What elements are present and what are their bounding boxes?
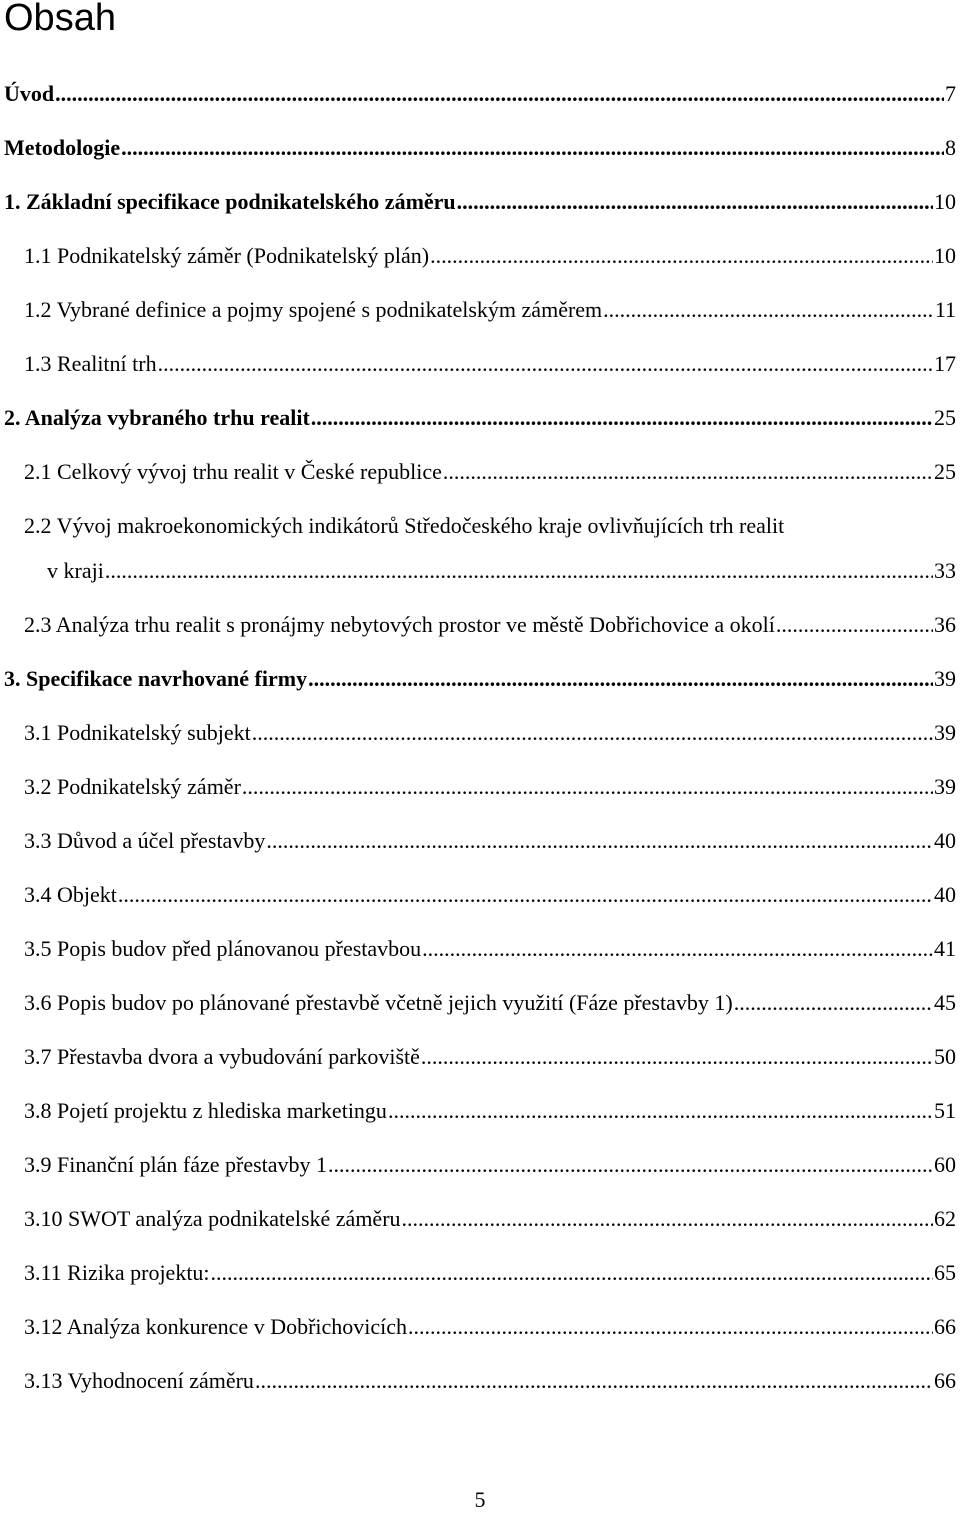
toc-entry-section-3-5[interactable] bbox=[24, 935, 956, 963]
toc-entry-section-3-9[interactable] bbox=[24, 1151, 956, 1179]
toc-entry-page: 17 bbox=[934, 351, 956, 376]
toc-entry-section-2-2[interactable] bbox=[24, 512, 784, 540]
toc-entry-section-3-10[interactable] bbox=[24, 1205, 956, 1233]
toc-leader bbox=[421, 1043, 933, 1071]
toc-entry-page: 11 bbox=[934, 297, 956, 322]
page-number: 5 bbox=[474, 1487, 486, 1512]
toc-entry-label: 2.2 Vývoj makroekonomických indikátorů Středočeského kraje ovlivňujících trh realit bbox=[24, 513, 785, 538]
toc-leader bbox=[328, 1151, 933, 1179]
toc-entry-label: 3.12 Analýza konkurence v Dobřichovicích bbox=[24, 1314, 408, 1339]
toc-leader bbox=[443, 458, 933, 486]
toc-entry-label: 3.3 Důvod a účel přestavby bbox=[24, 828, 266, 853]
toc-entry-section-1-2[interactable] bbox=[24, 296, 956, 324]
toc-leader bbox=[402, 1205, 933, 1233]
toc-entry-section-2-1[interactable] bbox=[24, 458, 956, 486]
toc-entry-page: 51 bbox=[934, 1098, 956, 1123]
toc-entry-page: 25 bbox=[934, 405, 956, 430]
toc-entry-label: 3.6 Popis budov po plánované přestavbě včetně jejich využití (Fáze přestavby 1) bbox=[24, 990, 733, 1015]
toc-leader bbox=[388, 1097, 933, 1125]
toc-leader bbox=[105, 557, 933, 585]
toc-entry-section-3-6[interactable] bbox=[24, 989, 956, 1017]
toc-leader bbox=[118, 881, 933, 909]
toc-leader bbox=[158, 350, 933, 378]
toc-entry-section-3-12[interactable] bbox=[24, 1313, 956, 1341]
toc-entry-page: 39 bbox=[934, 720, 956, 745]
toc-entry-label: 2.3 Analýza trhu realit s pronájmy nebytových prostor ve městě Dobřichovice a okolí bbox=[24, 612, 775, 637]
toc-entry-page: 10 bbox=[934, 189, 956, 214]
toc-entry-section-3-7[interactable] bbox=[24, 1043, 956, 1071]
toc-entry-uvod[interactable] bbox=[4, 80, 956, 108]
toc-entry-page: 60 bbox=[934, 1152, 956, 1177]
toc-entry-label: 3.8 Pojetí projektu z hlediska marketingu bbox=[24, 1098, 387, 1123]
toc-entry-label: 3.9 Finanční plán fáze přestavby 1 bbox=[24, 1152, 328, 1177]
toc-entry-page: 45 bbox=[934, 990, 956, 1015]
toc-entry-section-2-3[interactable] bbox=[24, 611, 956, 639]
toc-entry-label: 3.2 Podnikatelský záměr bbox=[24, 774, 241, 799]
toc-leader bbox=[211, 1259, 933, 1287]
toc-entry-page: 66 bbox=[934, 1368, 956, 1393]
toc-entry-page: 39 bbox=[934, 774, 956, 799]
toc-entry-page: 33 bbox=[934, 558, 956, 583]
toc-entry-label: 3.13 Vyhodnocení záměru bbox=[24, 1368, 254, 1393]
toc-entry-label: 2.1 Celkový vývoj trhu realit v České republice bbox=[24, 459, 442, 484]
toc-entry-label: 3.4 Objekt bbox=[24, 882, 117, 907]
toc-entry-label: Úvod bbox=[4, 81, 55, 106]
page-title: Obsah bbox=[4, 0, 116, 39]
toc-entry-label: 3. Specifikace navrhované firmy bbox=[4, 666, 308, 691]
toc-entry-page: 10 bbox=[934, 243, 956, 268]
toc-entry-label: 3.10 SWOT analýza podnikatelské záměru bbox=[24, 1206, 401, 1231]
toc-entry-section-3-4[interactable] bbox=[24, 881, 956, 909]
toc-entry-page: 7 bbox=[945, 81, 956, 106]
toc-entry-section-2-2-continuation[interactable] bbox=[47, 557, 956, 585]
toc-entry-section-3-11[interactable] bbox=[24, 1259, 956, 1287]
toc-entry-section-3-13[interactable] bbox=[24, 1367, 956, 1395]
toc-leader bbox=[255, 1367, 933, 1395]
toc-leader bbox=[422, 935, 933, 963]
toc-entry-section-3-1[interactable] bbox=[24, 719, 956, 747]
toc-entry-section-1-1[interactable] bbox=[24, 242, 956, 270]
toc-entry-section-3-8[interactable] bbox=[24, 1097, 956, 1125]
toc-entry-metodologie[interactable] bbox=[4, 134, 956, 162]
toc-entry-section-3-2[interactable] bbox=[24, 773, 956, 801]
toc-entry-label: 3.5 Popis budov před plánovanou přestavbou bbox=[24, 936, 422, 961]
toc-leader bbox=[308, 665, 933, 693]
toc-entry-label: 2. Analýza vybraného trhu realit bbox=[4, 405, 310, 430]
toc-entry-page: 65 bbox=[934, 1260, 956, 1285]
toc-entry-page: 8 bbox=[945, 135, 956, 160]
toc-entry-label: 1.2 Vybrané definice a pojmy spojené s podnikatelským záměrem bbox=[24, 297, 603, 322]
toc-entry-section-3-3[interactable] bbox=[24, 827, 956, 855]
toc-leader bbox=[252, 719, 933, 747]
toc-entry-page: 66 bbox=[934, 1314, 956, 1339]
toc-leader bbox=[121, 134, 944, 162]
toc-leader bbox=[734, 989, 933, 1017]
toc-entry-page: 40 bbox=[934, 882, 956, 907]
toc-entry-page: 39 bbox=[934, 666, 956, 691]
toc-entry-page: 50 bbox=[934, 1044, 956, 1069]
toc-entry-page: 40 bbox=[934, 828, 956, 853]
toc-leader bbox=[776, 611, 933, 639]
toc-entry-label: 1.1 Podnikatelský záměr (Podnikatelský plán) bbox=[24, 243, 430, 268]
toc-entry-label: 1. Základní specifikace podnikatelského záměru bbox=[4, 189, 456, 214]
toc-entry-label: 3.7 Přestavba dvora a vybudování parkoviště bbox=[24, 1044, 420, 1069]
toc-entry-label: 1.3 Realitní trh bbox=[24, 351, 157, 376]
toc-leader bbox=[457, 188, 933, 216]
toc-entry-section-1-3[interactable] bbox=[24, 350, 956, 378]
toc-leader bbox=[266, 827, 933, 855]
toc-entry-page: 41 bbox=[934, 936, 956, 961]
toc-entry-chapter-3[interactable] bbox=[4, 665, 956, 693]
toc-entry-label: 3.11 Rizika projektu: bbox=[24, 1260, 210, 1285]
toc-entry-label: 3.1 Podnikatelský subjekt bbox=[24, 720, 251, 745]
toc-leader bbox=[603, 296, 934, 324]
toc-entry-page: 36 bbox=[934, 612, 956, 637]
toc-entry-page: 62 bbox=[934, 1206, 956, 1231]
toc-leader bbox=[55, 80, 944, 108]
toc-leader bbox=[430, 242, 933, 270]
toc-entry-label-continuation: v kraji bbox=[47, 558, 104, 583]
toc-leader bbox=[408, 1313, 933, 1341]
toc-leader bbox=[242, 773, 933, 801]
toc-leader bbox=[311, 404, 933, 432]
toc-entry-chapter-1[interactable] bbox=[4, 188, 956, 216]
toc-entry-page: 25 bbox=[934, 459, 956, 484]
toc-entry-label: Metodologie bbox=[4, 135, 121, 160]
toc-entry-chapter-2[interactable] bbox=[4, 404, 956, 432]
